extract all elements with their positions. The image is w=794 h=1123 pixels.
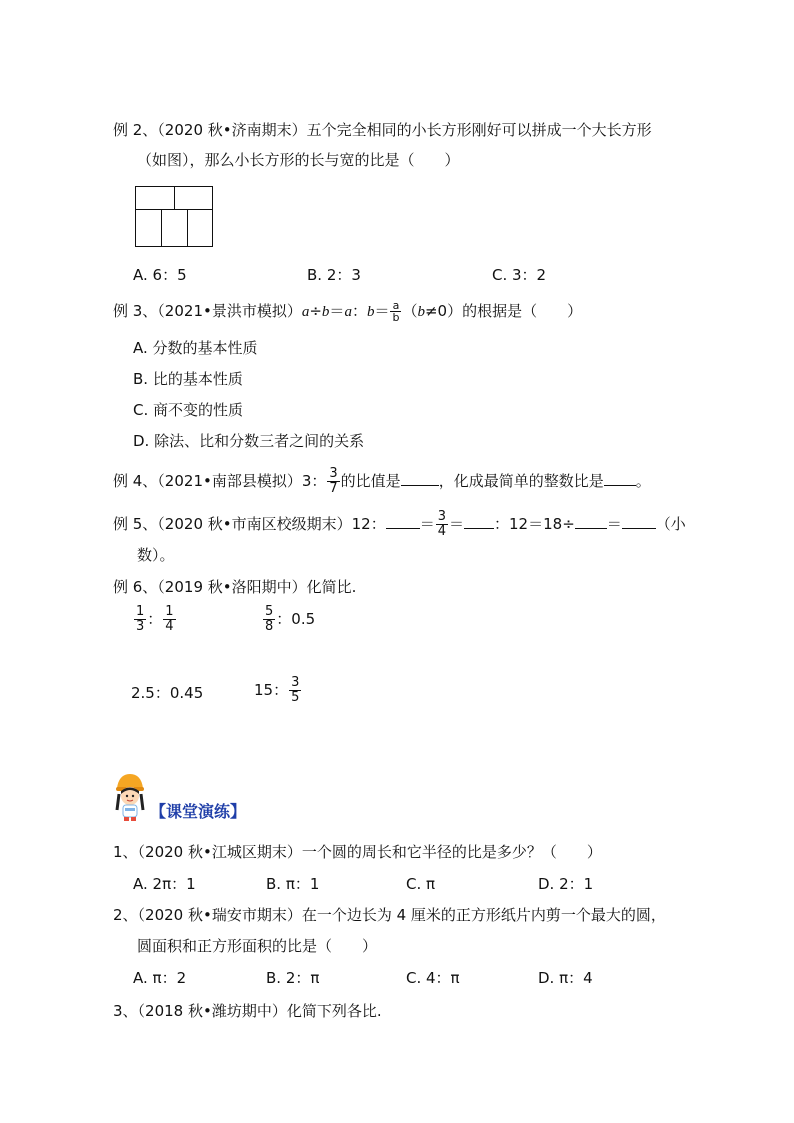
- fraction-1-4: [163, 605, 175, 634]
- fraction-a-over-b: [390, 300, 401, 323]
- ex2-option-b: B. 2：3: [307, 266, 361, 284]
- colon: ：: [147, 610, 163, 628]
- practice-q3: 3、（2018 秋•潍坊期中）化简下列各比.: [113, 1002, 382, 1020]
- small-rect: [135, 209, 162, 247]
- var-b: b: [321, 304, 330, 320]
- answer-blank[interactable]: [622, 514, 656, 529]
- equals-sign: ＝: [374, 302, 390, 320]
- ex3-prefix: 例 3、（2021•景洪市模拟）: [113, 302, 302, 320]
- q1-option-c: C. π: [406, 875, 436, 893]
- q2-option-b: B. 2：π: [266, 969, 320, 987]
- ex2-line1: 例 2、（2020 秋•济南期末）五个完全相同的小长方形刚好可以拼成一个大长方形: [113, 121, 652, 139]
- ex3-option-d: D. 除法、比和分数三者之间的关系: [133, 432, 365, 450]
- ex5-line2: 数）。: [137, 546, 175, 564]
- ex4-prefix: 例 4、（2021•南部县模拟）3：: [113, 472, 327, 490]
- var-a: a: [344, 304, 352, 320]
- equals-sign: ＝: [329, 302, 345, 320]
- ex6-problem-2: [262, 605, 315, 634]
- fraction-numerator: 1: [165, 604, 174, 619]
- fraction-5-8: [263, 605, 275, 634]
- ex5-stem: [113, 510, 686, 539]
- q1-option-b: B. π：1: [266, 875, 320, 893]
- equals-sign: ＝: [449, 515, 465, 533]
- practice-q1: 1、（2020 秋•江城区期末）一个圆的周长和它半径的比是多少？（ ）: [113, 843, 602, 861]
- fraction-numerator: 3: [437, 509, 446, 524]
- rectangle-figure: [135, 186, 213, 247]
- mascot-icon: [113, 772, 147, 822]
- ex5-prefix: 例 5、（2020 秋•市南区校级期末）12：: [113, 515, 386, 533]
- fraction-denominator: 5: [291, 690, 300, 705]
- fraction-3-4: [436, 510, 448, 539]
- small-rect: [187, 209, 213, 247]
- ex4-mid2: ，化成最简单的整数比是: [438, 472, 604, 490]
- ex2-line2: （如图），那么小长方形的长与宽的比是（ ）: [137, 151, 460, 169]
- small-rect: [135, 186, 175, 210]
- fraction-denominator: 8: [265, 619, 274, 634]
- q1-option-d: D. 2：1: [538, 875, 594, 893]
- practice-q2-line2: 圆面积和正方形面积的比是（ ）: [137, 937, 378, 955]
- cond-open: （: [402, 302, 418, 320]
- ex2-option-c: C. 3：2: [492, 266, 547, 284]
- var-b: b: [417, 304, 425, 320]
- equals-sign: ＝: [606, 515, 622, 533]
- fraction-numerator: 1: [136, 604, 145, 619]
- answer-blank[interactable]: [401, 471, 439, 486]
- fraction-numerator: 3: [291, 675, 300, 690]
- ex5-paren: （小: [655, 515, 686, 533]
- ex3-stem: [113, 300, 582, 323]
- q2-option-d: D. π：4: [538, 969, 593, 987]
- div-sign: ÷: [309, 302, 322, 320]
- colon: ：: [351, 302, 367, 320]
- ex6-problem-3: 2.5：0.45: [131, 684, 204, 702]
- fraction-denominator: 4: [165, 619, 174, 634]
- ex4-stem: [113, 467, 651, 496]
- ex3-option-a: A. 分数的基本性质: [133, 339, 258, 357]
- answer-blank[interactable]: [464, 514, 494, 529]
- q2-option-a: A. π：2: [133, 969, 187, 987]
- ex6-problem-4-prefix: 15：: [254, 681, 289, 699]
- fraction-3-5: [289, 676, 301, 705]
- answer-blank[interactable]: [604, 471, 636, 486]
- section-title-practice: 【课堂演练】: [150, 802, 247, 821]
- practice-q2-line1: 2、（2020 秋•瑞安市期末）在一个边长为 4 厘米的正方形纸片内剪一个最大的圆，: [113, 906, 666, 924]
- fraction-denominator: 4: [437, 524, 446, 539]
- ex3-option-c: C. 商不变的性质: [133, 401, 244, 419]
- fraction-numerator: a: [390, 300, 401, 312]
- fraction-numerator: 3: [329, 466, 338, 481]
- var-b: b: [366, 304, 375, 320]
- ex2-option-a: A. 6：5: [133, 266, 187, 284]
- var-a: a: [301, 304, 310, 320]
- equals-sign: ＝: [419, 515, 435, 533]
- answer-blank[interactable]: [386, 514, 420, 529]
- fraction-3-7: [327, 467, 339, 496]
- small-rect: [161, 209, 188, 247]
- ex6-problem-2-rest: ：0.5: [276, 610, 316, 628]
- ex3-option-b: B. 比的基本性质: [133, 370, 243, 388]
- ex6-problem-1: [133, 605, 177, 634]
- q1-option-a: A. 2π：1: [133, 875, 196, 893]
- cartoon-girl-mascot-icon: [113, 772, 147, 822]
- ex6-problem-4: [254, 676, 302, 705]
- fraction-denominator: 3: [136, 619, 145, 634]
- fraction-denominator: b: [392, 311, 400, 324]
- fraction-numerator: 5: [265, 604, 274, 619]
- ex6-title: 例 6、（2019 秋•洛阳期中）化简比.: [113, 578, 357, 596]
- ex4-mid: 的比值是: [340, 472, 401, 490]
- ex5-mid: ：12＝18÷: [494, 515, 575, 533]
- q2-option-c: C. 4：π: [406, 969, 460, 987]
- ex4-end: 。: [635, 472, 651, 490]
- fraction-1-3: [134, 605, 146, 634]
- answer-blank[interactable]: [575, 514, 607, 529]
- small-rect: [174, 186, 213, 210]
- ex3-condition: ≠0）的根据是（ ）: [424, 302, 583, 320]
- fraction-denominator: 7: [329, 481, 338, 496]
